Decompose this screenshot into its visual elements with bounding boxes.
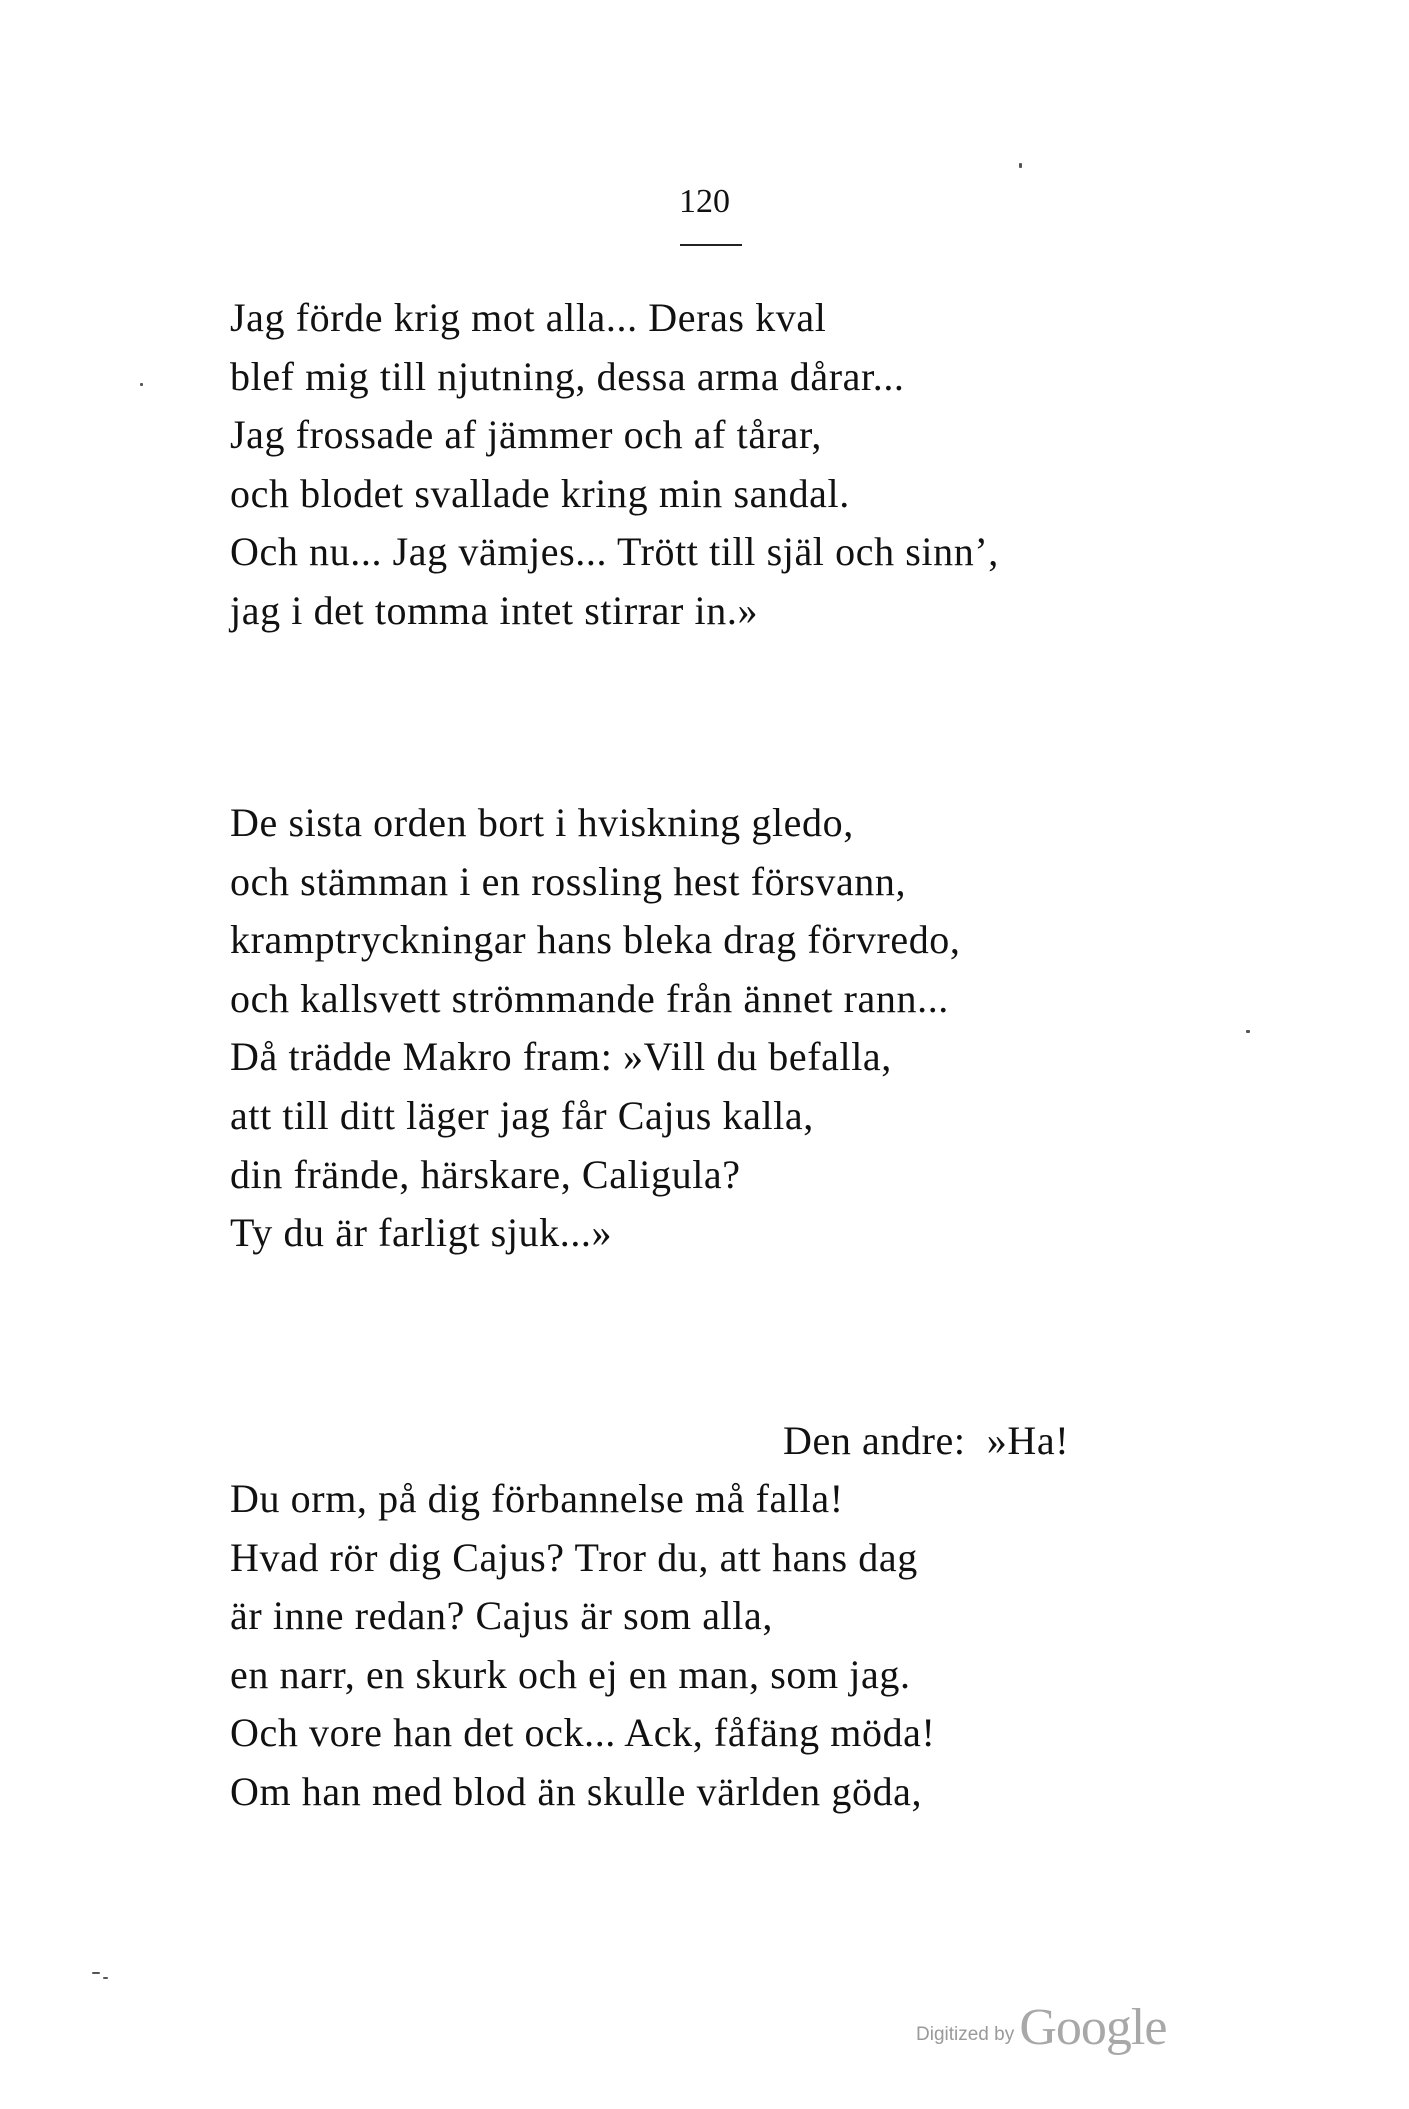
verse-line: Hvad rör dig Cajus? Tror du, att hans dag — [230, 1534, 918, 1580]
verse-line: Jag förde krig mot alla... Deras kval — [230, 295, 827, 340]
verse-line: De sista orden bort i hviskning gledo, — [230, 800, 854, 845]
stanza-3 — [230, 1470, 935, 1822]
scan-speck — [140, 383, 143, 386]
verse-line: är inne redan? Cajus är som alla, — [230, 1593, 773, 1639]
verse-line: en narr, en skurk och ej en man, som jag. — [230, 1651, 911, 1697]
verse-line: Du orm, på dig förbannelse må falla! — [230, 1476, 844, 1521]
verse-line: att till ditt läger jag får Cajus kalla, — [230, 1092, 814, 1138]
verse-line: Och vore han det ock... Ack, fåfäng möda! — [230, 1710, 936, 1756]
page-number: 120 — [679, 183, 730, 220]
watermark-prefix: Digitized by — [916, 2024, 1015, 2045]
verse-line: din frände, härskare, Caligula? — [230, 1151, 741, 1197]
speaker-line: Den andre: »Ha! — [783, 1418, 1070, 1463]
scan-speck — [92, 1972, 100, 1974]
stanza-1 — [230, 289, 999, 641]
verse-line: Då trädde Makro fram: »Vill du befalla, — [230, 1034, 892, 1080]
verse-line: Ty du är farligt sjuk...» — [230, 1210, 613, 1256]
scan-speck — [103, 1977, 108, 1979]
verse-line: och stämman i en rossling hest försvann, — [230, 858, 907, 904]
verse-line: och blodet svallade kring min sandal. — [230, 470, 850, 516]
verse-line: jag i det tomma intet stirrar in.» — [230, 587, 759, 633]
watermark-brand: Google — [1019, 1999, 1167, 2056]
stanza-2 — [230, 794, 961, 1263]
verse-line: Och nu... Jag vämjes... Trött till själ och sinn’, — [230, 529, 999, 575]
verse-line: blef mig till njutning, dessa arma dårar... — [230, 353, 905, 399]
scan-speck — [1246, 1030, 1250, 1033]
verse-line: Jag frossade af jämmer och af tårar, — [230, 412, 822, 458]
page-number-rule — [680, 244, 742, 246]
verse-line: kramptryckningar hans bleka drag förvredo, — [230, 917, 961, 963]
scan-speck — [1019, 163, 1022, 168]
digitized-watermark — [916, 1998, 1166, 2057]
verse-line: Om han med blod än skulle världen göda, — [230, 1768, 923, 1814]
verse-line: och kallsvett strömmande från ännet rann... — [230, 975, 949, 1021]
